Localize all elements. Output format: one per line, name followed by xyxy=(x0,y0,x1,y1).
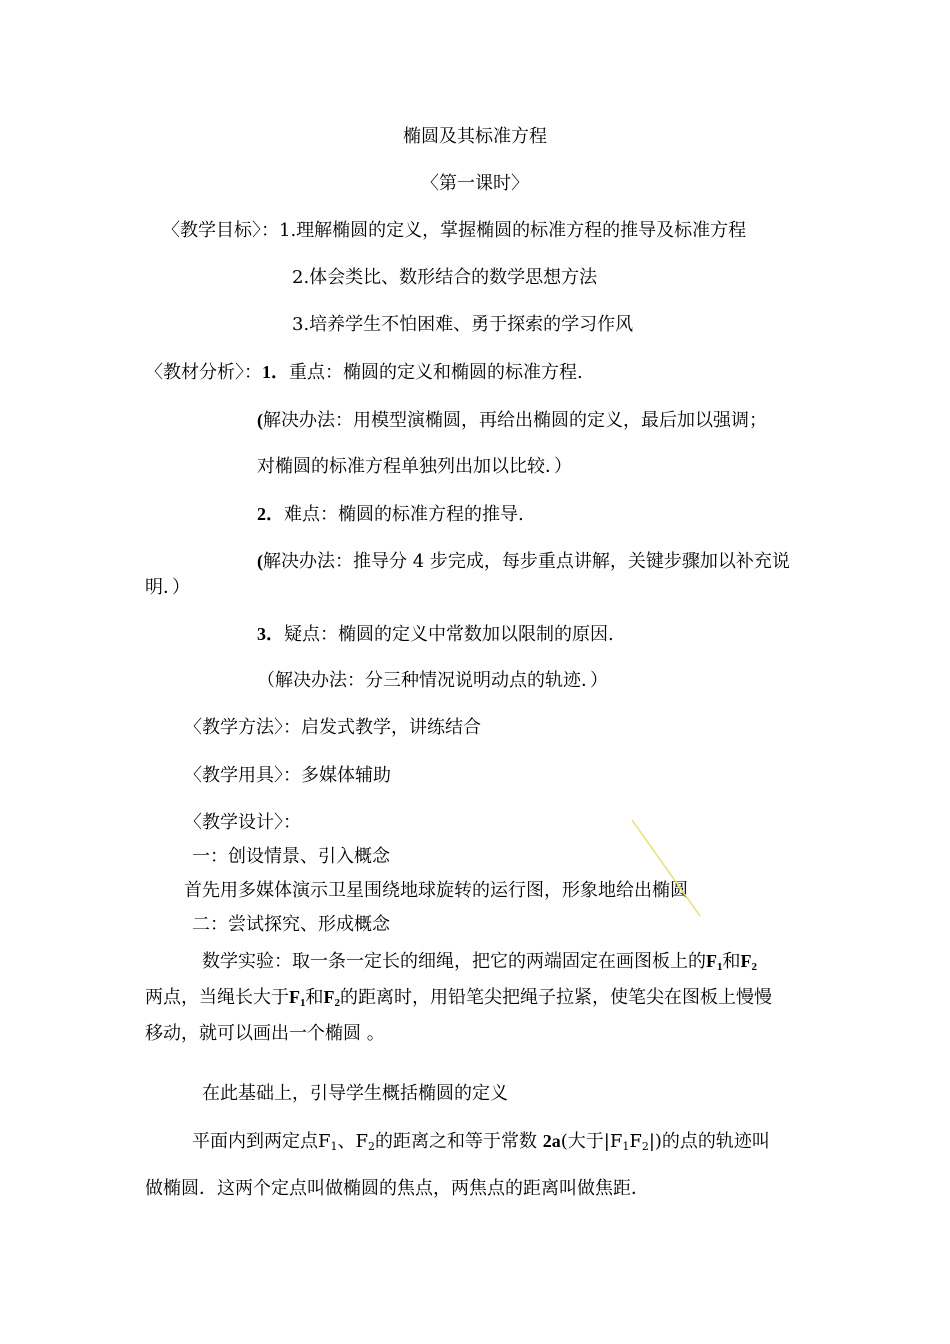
method-label: 〈教学方法〉： xyxy=(184,717,301,738)
tools-text: 多媒体辅助 xyxy=(301,765,391,786)
experiment-line-3: 移动，就可以画出一个椭圆 。 xyxy=(145,1023,385,1044)
key-point-number: 1． xyxy=(262,362,289,382)
focus-f1f2-plain: $F_1F_2$ xyxy=(609,1131,649,1153)
goals-label: 〈教学目标〉： xyxy=(162,220,279,241)
definition-line-1 xyxy=(192,1129,770,1159)
design-label: 〈教学设计〉： xyxy=(184,812,301,833)
analysis-label: 〈教材分析〉： xyxy=(145,362,262,383)
difficulty-solution-number: 4 xyxy=(412,551,425,572)
goal-item-2: 2.体会类比、数形结合的数学思想方法 xyxy=(292,267,598,288)
separator-text: 、 xyxy=(337,1131,356,1152)
focus-f2-label: $F_2$ xyxy=(740,951,757,973)
definition-text-a: 平面内到两定点 xyxy=(192,1131,318,1152)
focus-f1-label: $F_1$ xyxy=(289,987,306,1009)
key-solution-line-1 xyxy=(257,408,767,433)
tools-line xyxy=(184,764,391,788)
constant-2a: 2a xyxy=(542,1131,561,1151)
difficulty-solution-line-2: 明．） xyxy=(145,577,190,598)
page-title: 椭圆及其标准方程 xyxy=(403,126,547,147)
method-line xyxy=(184,716,481,740)
tools-label: 〈教学用具〉： xyxy=(184,765,301,786)
difficulty-solution-text-b: 步完成，每步重点讲解，关键步骤加以补充说 xyxy=(429,551,790,572)
definition-text-b: 的距离之和等于常数 xyxy=(375,1131,537,1152)
doubt-solution: （解决办法：分三种情况说明动点的轨迹．） xyxy=(257,670,608,691)
goal-item-1: 1.理解椭圆的定义，掌握椭圆的标准方程的推导及标准方程 xyxy=(279,220,747,241)
doubt-number: 3． xyxy=(257,624,284,644)
key-solution-line-2: 对椭圆的标准方程单独列出加以比较．） xyxy=(257,456,572,477)
method-text: 启发式教学，讲练结合 xyxy=(301,717,481,738)
key-point-text: 重点：椭圆的定义和椭圆的标准方程. xyxy=(289,362,583,383)
focus-f1-label: $F_1$ xyxy=(706,951,723,973)
experiment-text-2a: 两点，当绳长大于 xyxy=(145,987,289,1008)
key-solution-paren: ( xyxy=(257,410,263,430)
difficulty-line xyxy=(257,502,524,527)
and-text: 和 xyxy=(722,951,741,972)
section-1-text: 首先用多媒体演示卫星围绕地球旋转的运行图，形象地给出椭圆 xyxy=(184,880,688,901)
difficulty-text: 难点：椭圆的标准方程的推导. xyxy=(284,504,524,525)
difficulty-solution-text-a: 解决办法：推导分 xyxy=(263,551,407,572)
focus-f2-label: $F_2$ xyxy=(323,987,340,1009)
experiment-line-2 xyxy=(145,985,772,1015)
doubt-line xyxy=(257,622,614,647)
focus-f1-plain: $F_1$ xyxy=(318,1131,338,1153)
decorative-yellow-line xyxy=(630,818,720,918)
and-text: 和 xyxy=(305,987,324,1008)
difficulty-solution-line-1 xyxy=(257,549,790,574)
lead-text: 在此基础上，引导学生概括椭圆的定义 xyxy=(202,1083,508,1104)
analysis-line-1 xyxy=(145,360,583,385)
goal-item-3: 3.培养学生不怕困难、勇于探索的学习作风 xyxy=(292,314,634,335)
definition-line-2: 做椭圆．这两个定点叫做椭圆的焦点，两焦点的距离叫做焦距． xyxy=(145,1178,649,1199)
section-2-title: 二：尝试探究、形成概念 xyxy=(192,914,390,935)
definition-text-c: (大于| xyxy=(560,1131,610,1152)
doubt-text: 疑点：椭圆的定义中常数加以限制的原因. xyxy=(284,624,614,645)
section-1-title: 一：创设情景、引入概念 xyxy=(192,846,390,867)
goals-line-1 xyxy=(162,219,746,243)
focus-f2-plain: $F_2$ xyxy=(355,1131,375,1153)
key-solution-text: 解决办法：用模型演椭圆，再给出椭圆的定义，最后加以强调； xyxy=(263,410,767,431)
page-subtitle: 〈第一课时〉 xyxy=(421,173,529,194)
difficulty-number: 2． xyxy=(257,504,284,524)
difficulty-solution-paren: ( xyxy=(257,551,263,571)
definition-text-d: |)的点的轨迹叫 xyxy=(648,1131,770,1152)
experiment-text-2b: 的距离时，用铅笔尖把绳子拉紧，使笔尖在图板上慢慢 xyxy=(340,987,772,1008)
experiment-text-1: 数学实验：取一条一定长的细绳，把它的两端固定在画图板上的 xyxy=(202,951,706,972)
experiment-line-1 xyxy=(202,949,757,979)
